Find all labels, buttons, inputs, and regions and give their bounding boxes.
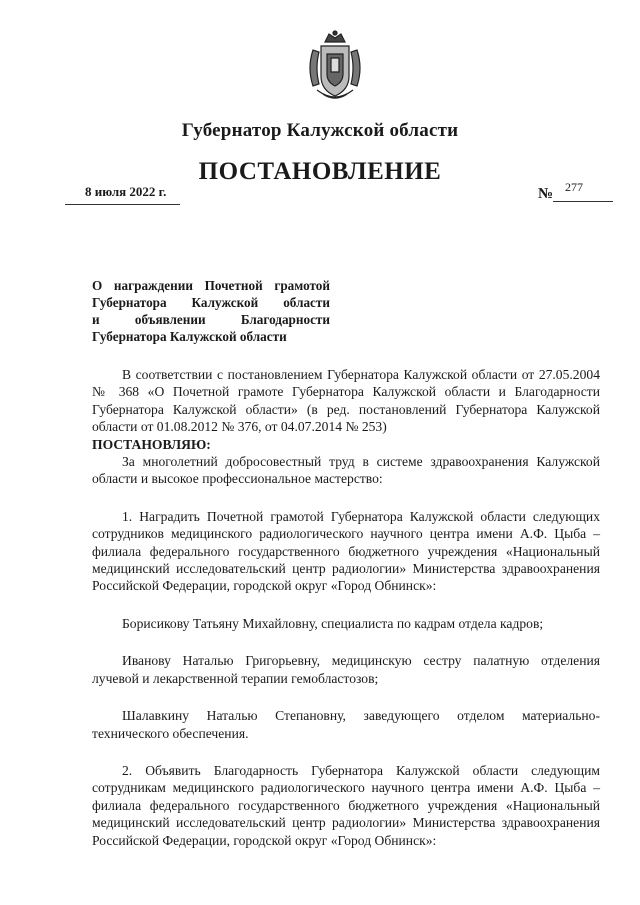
awardee-item: Иванову Наталью Григорьевну, медицинскую сестру палатную отделения лучевой и лекарственной терапии гемобластозов;: [92, 653, 600, 686]
awardee-item: Шалавкину Наталью Степановну, заведующего отделом материально-технического обеспечения.: [92, 708, 600, 741]
coat-of-arms-icon: [303, 28, 367, 104]
document-subject: [92, 277, 330, 345]
item-1-paragraph: 1. Наградить Почетной грамотой Губернатора Калужской области следующих сотрудников медицинского радиологического научного центра имени А.Ф. Цыба – филиала федерального государственного бюджетного учреждения «Национальный медицинский исследовательский центр радиологии» Министерства здравоохранения Российской Федерации, городской округ «Город Обнинск»:: [92, 508, 600, 594]
subject-line: и объявлении Благодарности: [92, 312, 330, 327]
document-body: [92, 366, 600, 849]
subject-line: О награждении Почетной грамотой: [92, 278, 330, 293]
item-2-paragraph: 2. Объявить Благодарность Губернатора Калужской области следующим сотрудникам медицинского радиологического научного центра имени А.Ф. Цыба – филиала федерального государственного бюджетного учреждения «Национальный медицинский исследовательский центр радиологии» Министерства здравоохранения Российской Федерации, городской округ «Город Обнинск»:: [92, 762, 600, 848]
subject-line: Губернатора Калужской области: [92, 329, 287, 344]
subject-line: Губернатора Калужской области: [92, 295, 330, 310]
document-date: 8 июля 2022 г.: [85, 184, 167, 199]
date-underline: [65, 204, 180, 205]
document-number: 277: [565, 180, 583, 194]
motive-paragraph: За многолетний добросовестный труд в системе здравоохранения Калужской области и высокое профессиональное мастерство:: [92, 454, 600, 487]
number-label: №: [538, 186, 554, 202]
decree-word: ПОСТАНОВЛЯЮ:: [92, 436, 211, 452]
number-underline: [553, 201, 613, 202]
document-type-title: ПОСТАНОВЛЕНИЕ: [198, 158, 442, 185]
preamble-paragraph: В соответствии с постановлением Губернатора Калужской области от 27.05.2004 № 368 «О Почетной грамоте Губернатора Калужской области и Благодарности Губернатора Калужской области» (в ред. постановлений Губернатора Калужской области от 01.08.2012 № 376, от 04.07.2014 № 253): [92, 367, 600, 435]
awardee-item: Борисикову Татьяну Михайловну, специалиста по кадрам отдела кадров;: [122, 615, 544, 631]
authority-title: Губернатор Калужской области: [181, 120, 459, 141]
